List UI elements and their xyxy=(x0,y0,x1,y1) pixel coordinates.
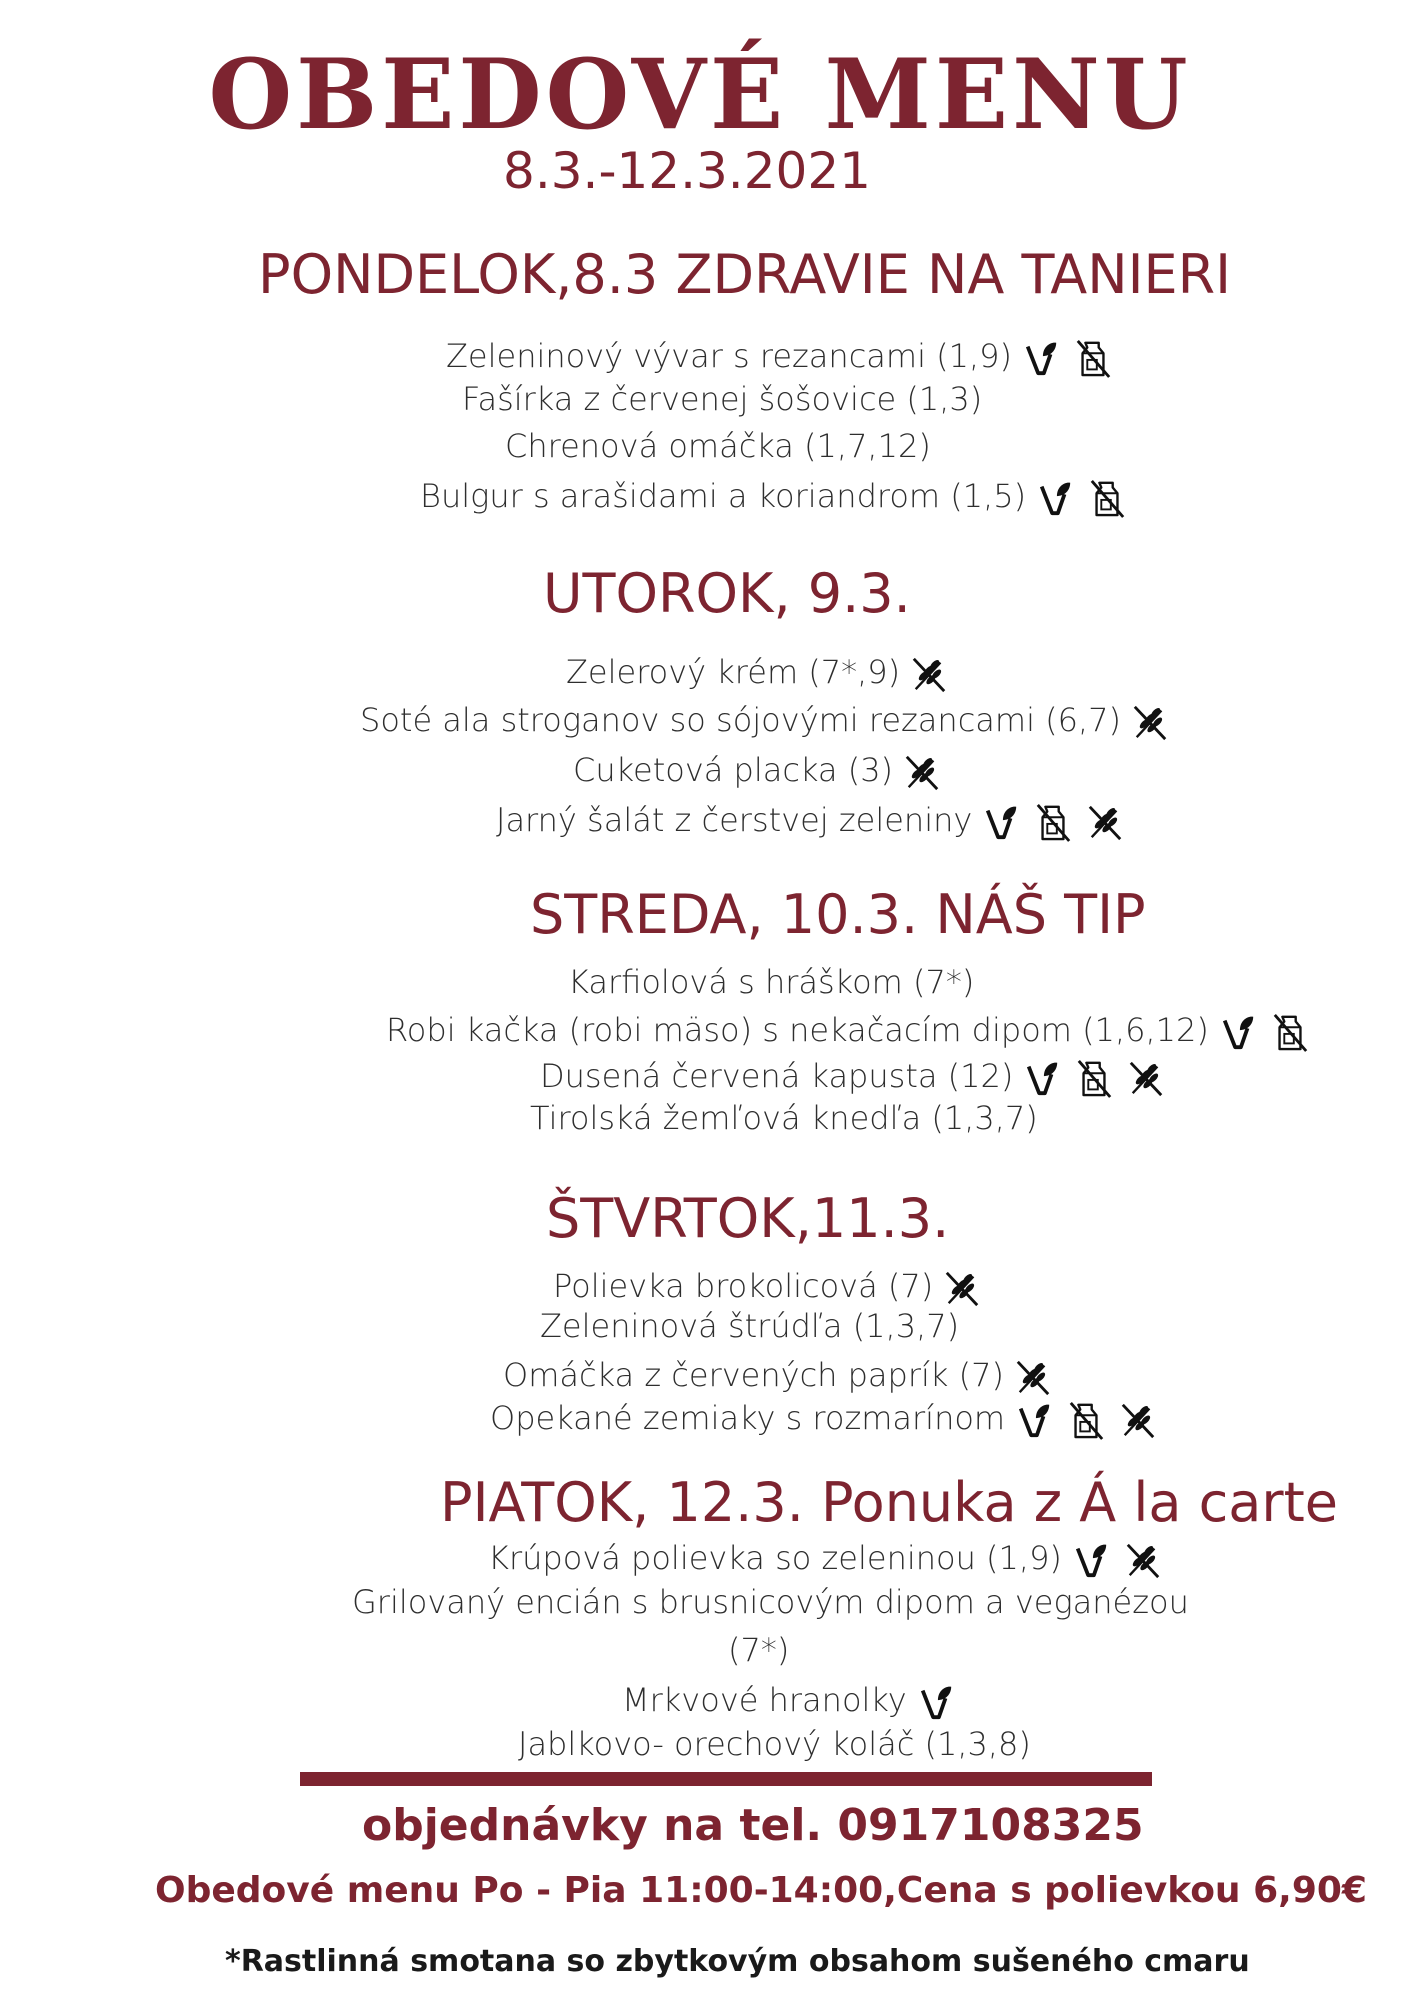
no-milk-icon xyxy=(1271,1010,1309,1054)
menu-item: Tirolská žemľová knedľa (1,3,7) xyxy=(530,1099,1038,1137)
menu-item: (7*) xyxy=(728,1631,790,1669)
menu-item: Zeleninová štrúdľa (1,3,7) xyxy=(540,1307,960,1345)
menu-item: Bulgur s arašidami a koriandrom (1,5) xyxy=(420,476,1126,520)
gluten-free-icon xyxy=(1127,1056,1165,1100)
gluten-free-icon xyxy=(903,750,941,794)
menu-item: Soté ala stroganov so sójovými rezancami (6,7) xyxy=(360,700,1169,744)
menu-hours-price: Obedové menu Po - Pia 11:00-14:00,Cena s polievkou 6,90€ xyxy=(155,1870,1367,1911)
vegan-icon xyxy=(1219,1010,1257,1054)
vegan-icon xyxy=(1023,1056,1061,1100)
no-milk-icon xyxy=(1074,336,1112,380)
gluten-free-icon xyxy=(1119,1398,1157,1442)
menu-item: Grilovaný encián s brusnicovým dipom a veganézou xyxy=(352,1583,1189,1621)
no-milk-icon xyxy=(1075,1056,1113,1100)
menu-item: Jarný šalát z čerstvej zeleniny xyxy=(496,800,1124,844)
divider xyxy=(300,1772,1152,1786)
vegan-icon xyxy=(1036,476,1074,520)
menu-item: Jablkovo- orechový koláč (1,3,8) xyxy=(518,1725,1031,1763)
day-heading-thursday: ŠTVRTOK,11.3. xyxy=(546,1187,950,1250)
day-heading-monday: PONDELOK,8.3 ZDRAVIE NA TANIERI xyxy=(258,243,1232,306)
menu-item: Omáčka z červených paprík (7) xyxy=(503,1355,1052,1399)
day-heading-tuesday: UTOROK, 9.3. xyxy=(543,562,911,625)
menu-item: Krúpová polievka so zeleninou (1,9) xyxy=(488,1538,1162,1582)
menu-item: Zelerový krém (7*,9) xyxy=(566,652,948,696)
date-range: 8.3.-12.3.2021 xyxy=(503,142,871,200)
gluten-free-icon xyxy=(1086,800,1124,844)
vegan-icon xyxy=(917,1680,955,1724)
gluten-free-icon xyxy=(910,652,948,696)
menu-item: Dusená červená kapusta (12) xyxy=(540,1056,1165,1100)
day-heading-wednesday: STREDA, 10.3. NÁŠ TIP xyxy=(530,883,1146,946)
no-milk-icon xyxy=(1088,476,1126,520)
no-milk-icon xyxy=(1034,800,1072,844)
menu-item: Opekané zemiaky s rozmarínom xyxy=(490,1398,1157,1442)
gluten-free-icon xyxy=(1131,700,1169,744)
menu-item: Polievka brokolicová (7) xyxy=(553,1266,981,1310)
vegan-icon xyxy=(1015,1398,1053,1442)
gluten-free-icon xyxy=(1014,1355,1052,1399)
menu-item: Fašírka z červenej šošovice (1,3) xyxy=(462,380,983,418)
gluten-free-icon xyxy=(1124,1538,1162,1582)
order-phone: objednávky na tel. 0917108325 xyxy=(362,1800,1144,1851)
menu-item: Robi kačka (robi mäso) s nekačacím dipom (1,6,12) xyxy=(386,1010,1309,1054)
vegan-icon xyxy=(1072,1538,1110,1582)
menu-item: Chrenová omáčka (1,7,12) xyxy=(505,427,931,465)
vegan-icon xyxy=(1022,336,1060,380)
footnote: *Rastlinná smotana so zbytkovým obsahom sušeného cmaru xyxy=(225,1944,1250,1979)
no-milk-icon xyxy=(1067,1398,1105,1442)
vegan-icon xyxy=(982,800,1020,844)
menu-item: Karfiolová s hráškom (7*) xyxy=(568,963,975,1001)
menu-item: Cuketová placka (3) xyxy=(573,750,941,794)
menu-title: OBEDOVÉ MENU xyxy=(208,38,1192,151)
day-heading-friday: PIATOK, 12.3. Ponuka z Á la carte xyxy=(440,1471,1338,1534)
gluten-free-icon xyxy=(943,1266,981,1310)
menu-item: Mrkvové hranolky xyxy=(622,1680,955,1724)
menu-item: Zeleninový vývar s rezancami (1,9) xyxy=(446,336,1112,380)
